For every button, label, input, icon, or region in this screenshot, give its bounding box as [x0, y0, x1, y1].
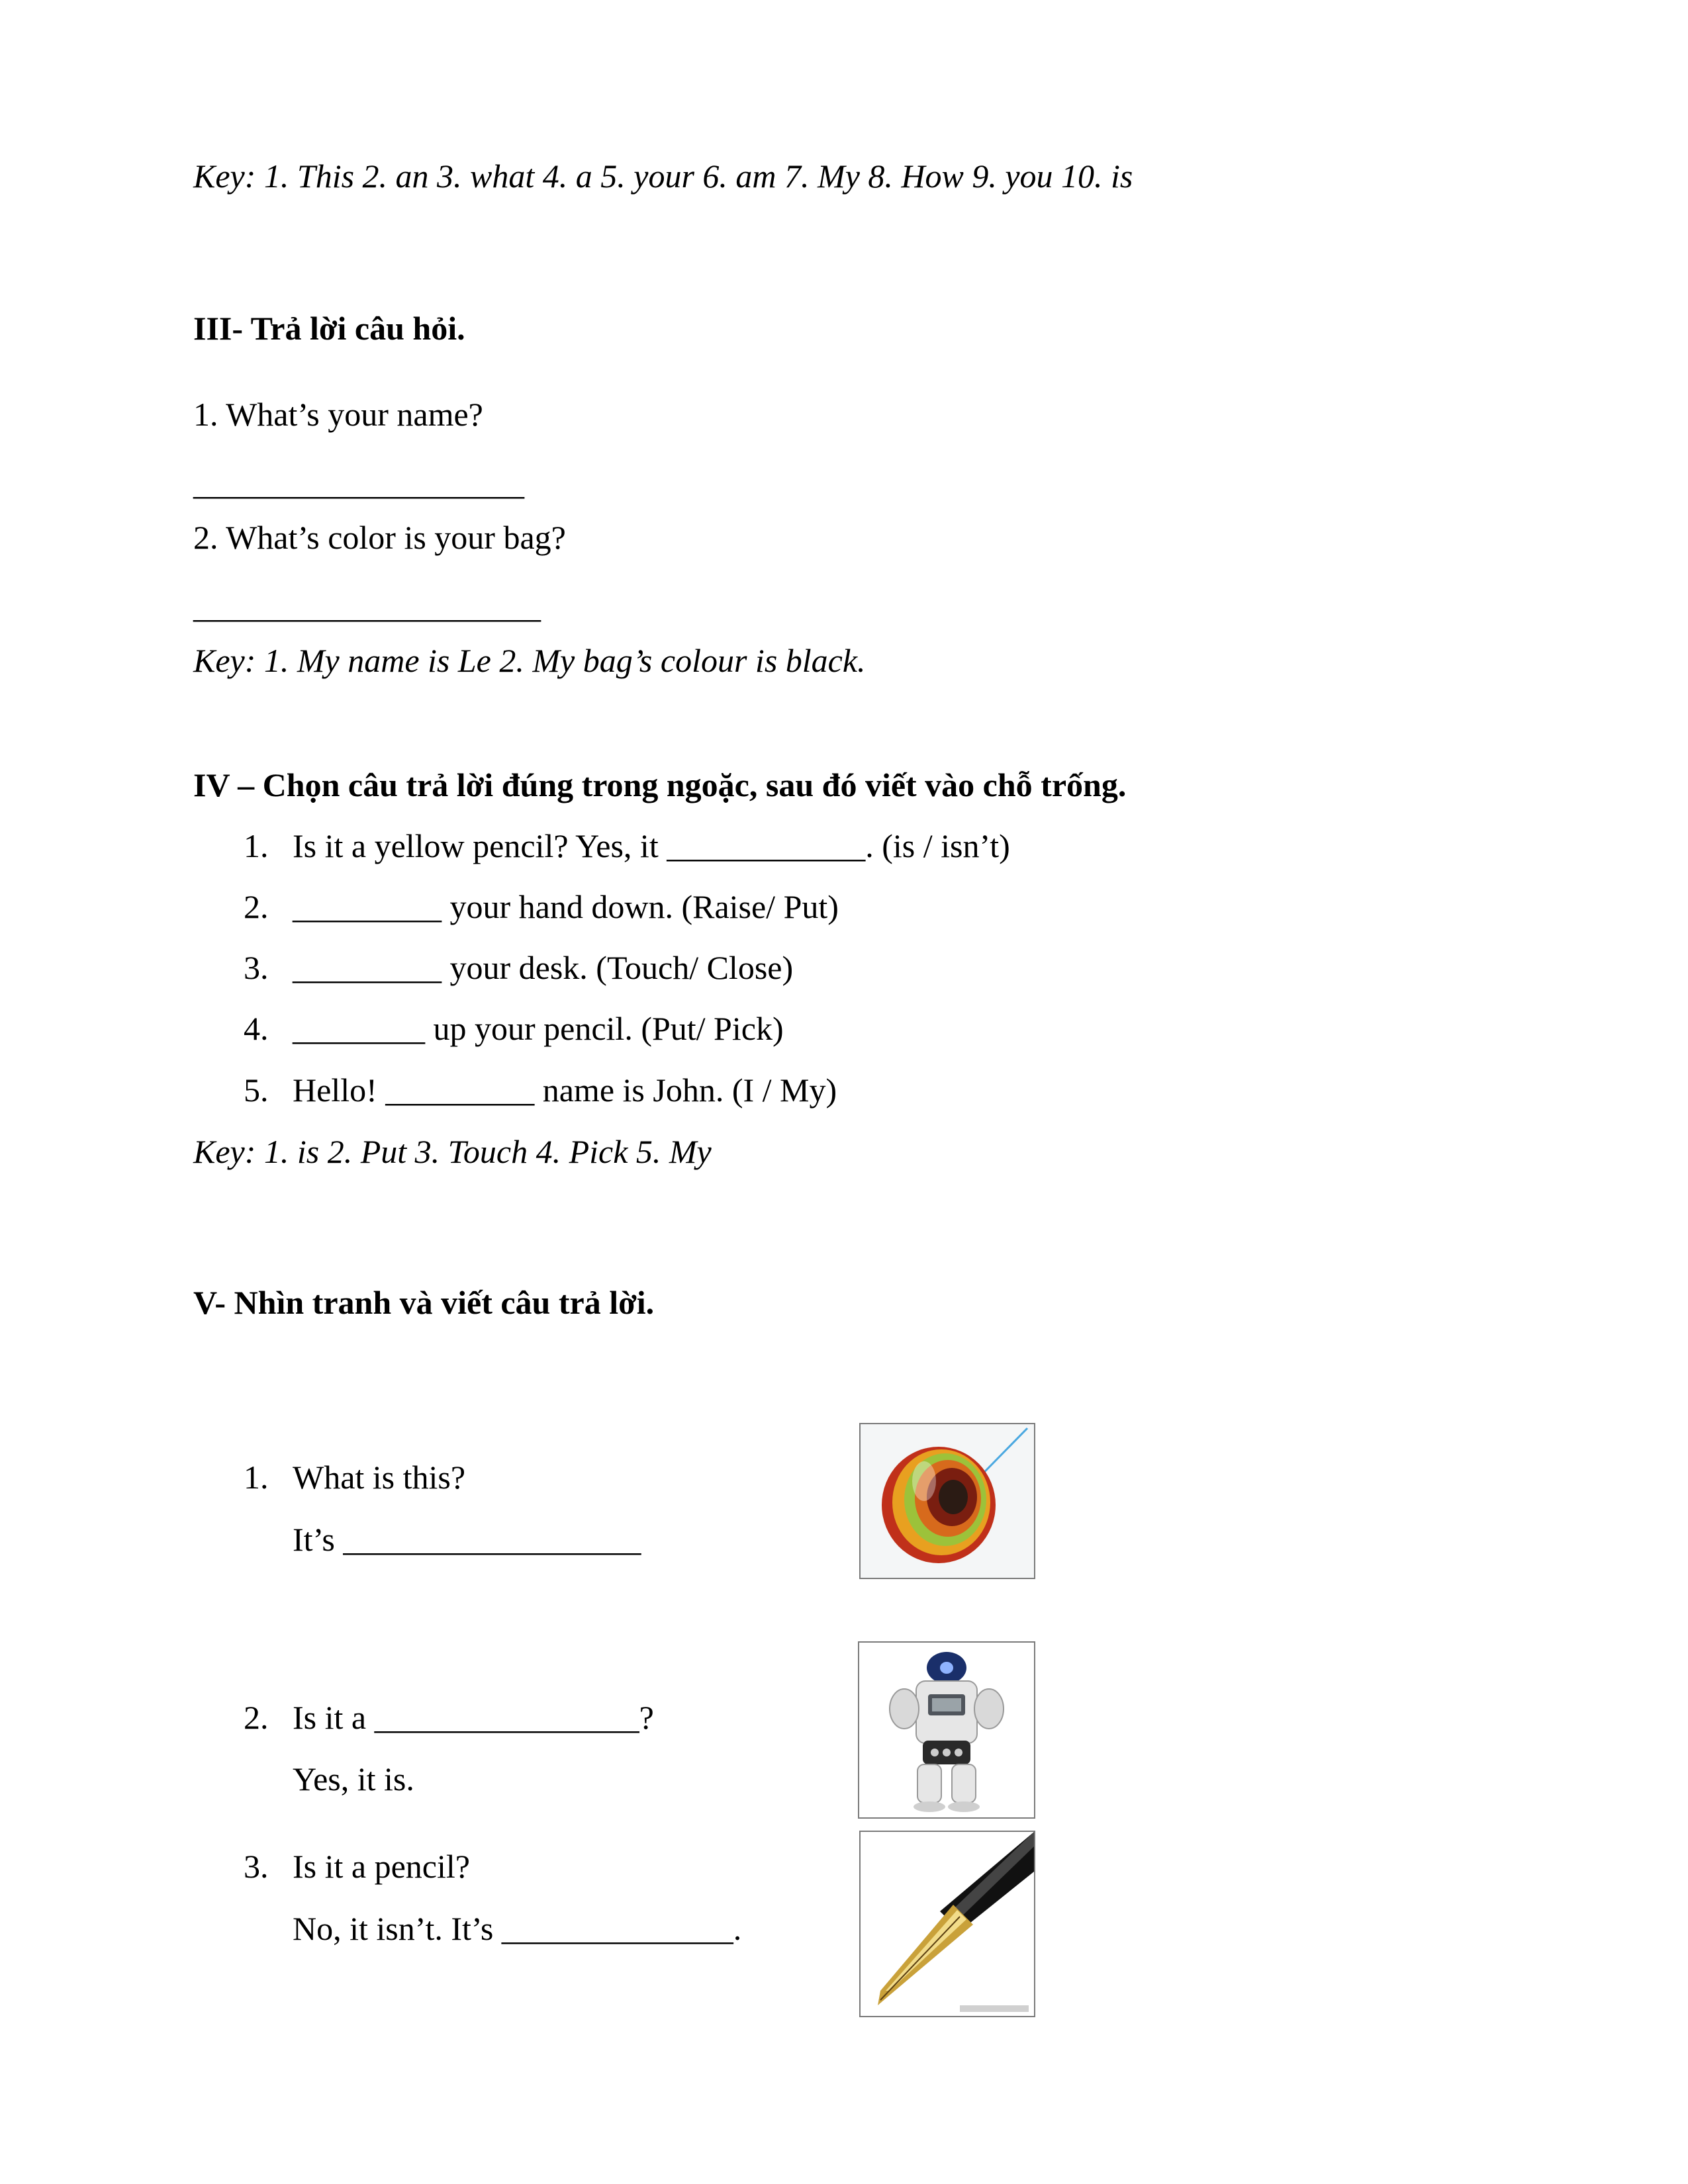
pen-image: [859, 1831, 1035, 2017]
fill-in-item: ________ up your pencil. (Put/ Pick): [293, 1010, 784, 1047]
section-3-title: III- Trả lời câu hỏi.: [193, 310, 465, 347]
item-number: 2.: [244, 888, 269, 925]
fill-in-item: _________ your hand down. (Raise/ Put): [293, 888, 839, 925]
picture-question: Is it a pencil?: [293, 1848, 470, 1885]
item-number: 3.: [244, 1848, 269, 1885]
question-2: 2. What’s color is your bag?: [193, 519, 566, 556]
fill-in-item: Is it a yellow pencil? Yes, it ____________. (is / isn’t): [293, 827, 1010, 864]
key-answers-section-2: Key: 1. This 2. an 3. what 4. a 5. your 6. am 7. My 8. How 9. you 10. is: [193, 158, 1133, 195]
item-number: 1.: [244, 827, 269, 864]
fill-in-item: Hello! _________ name is John. (I / My): [293, 1071, 837, 1109]
picture-answer-line: No, it isn’t. It’s ______________.: [293, 1910, 742, 1947]
item-number: 1.: [244, 1459, 269, 1496]
picture-question: Is it a ________________?: [293, 1699, 654, 1736]
answer-blank-1: ____________________: [193, 465, 524, 502]
picture-question: What is this?: [293, 1459, 466, 1496]
question-1: 1. What’s your name?: [193, 396, 483, 433]
section-5-title: V- Nhìn tranh và viết câu trả lời.: [193, 1284, 655, 1321]
item-number: 3.: [244, 949, 269, 986]
picture-answer-line: Yes, it is.: [293, 1760, 414, 1797]
yoyo-image: [859, 1423, 1035, 1579]
answer-blank-2: _____________________: [193, 588, 541, 625]
item-number: 5.: [244, 1071, 269, 1109]
robot-image: [858, 1641, 1035, 1819]
key-answers-section-4: Key: 1. is 2. Put 3. Touch 4. Pick 5. My: [193, 1133, 712, 1170]
item-number: 4.: [244, 1010, 269, 1047]
picture-answer-line: It’s __________________: [293, 1521, 641, 1558]
fill-in-item: _________ your desk. (Touch/ Close): [293, 949, 794, 986]
item-number: 2.: [244, 1699, 269, 1736]
key-answers-section-3: Key: 1. My name is Le 2. My bag’s colour is black.: [193, 642, 866, 679]
section-4-title: IV – Chọn câu trả lời đúng trong ngoặc, sau đó viết vào chỗ trống.: [193, 766, 1127, 803]
